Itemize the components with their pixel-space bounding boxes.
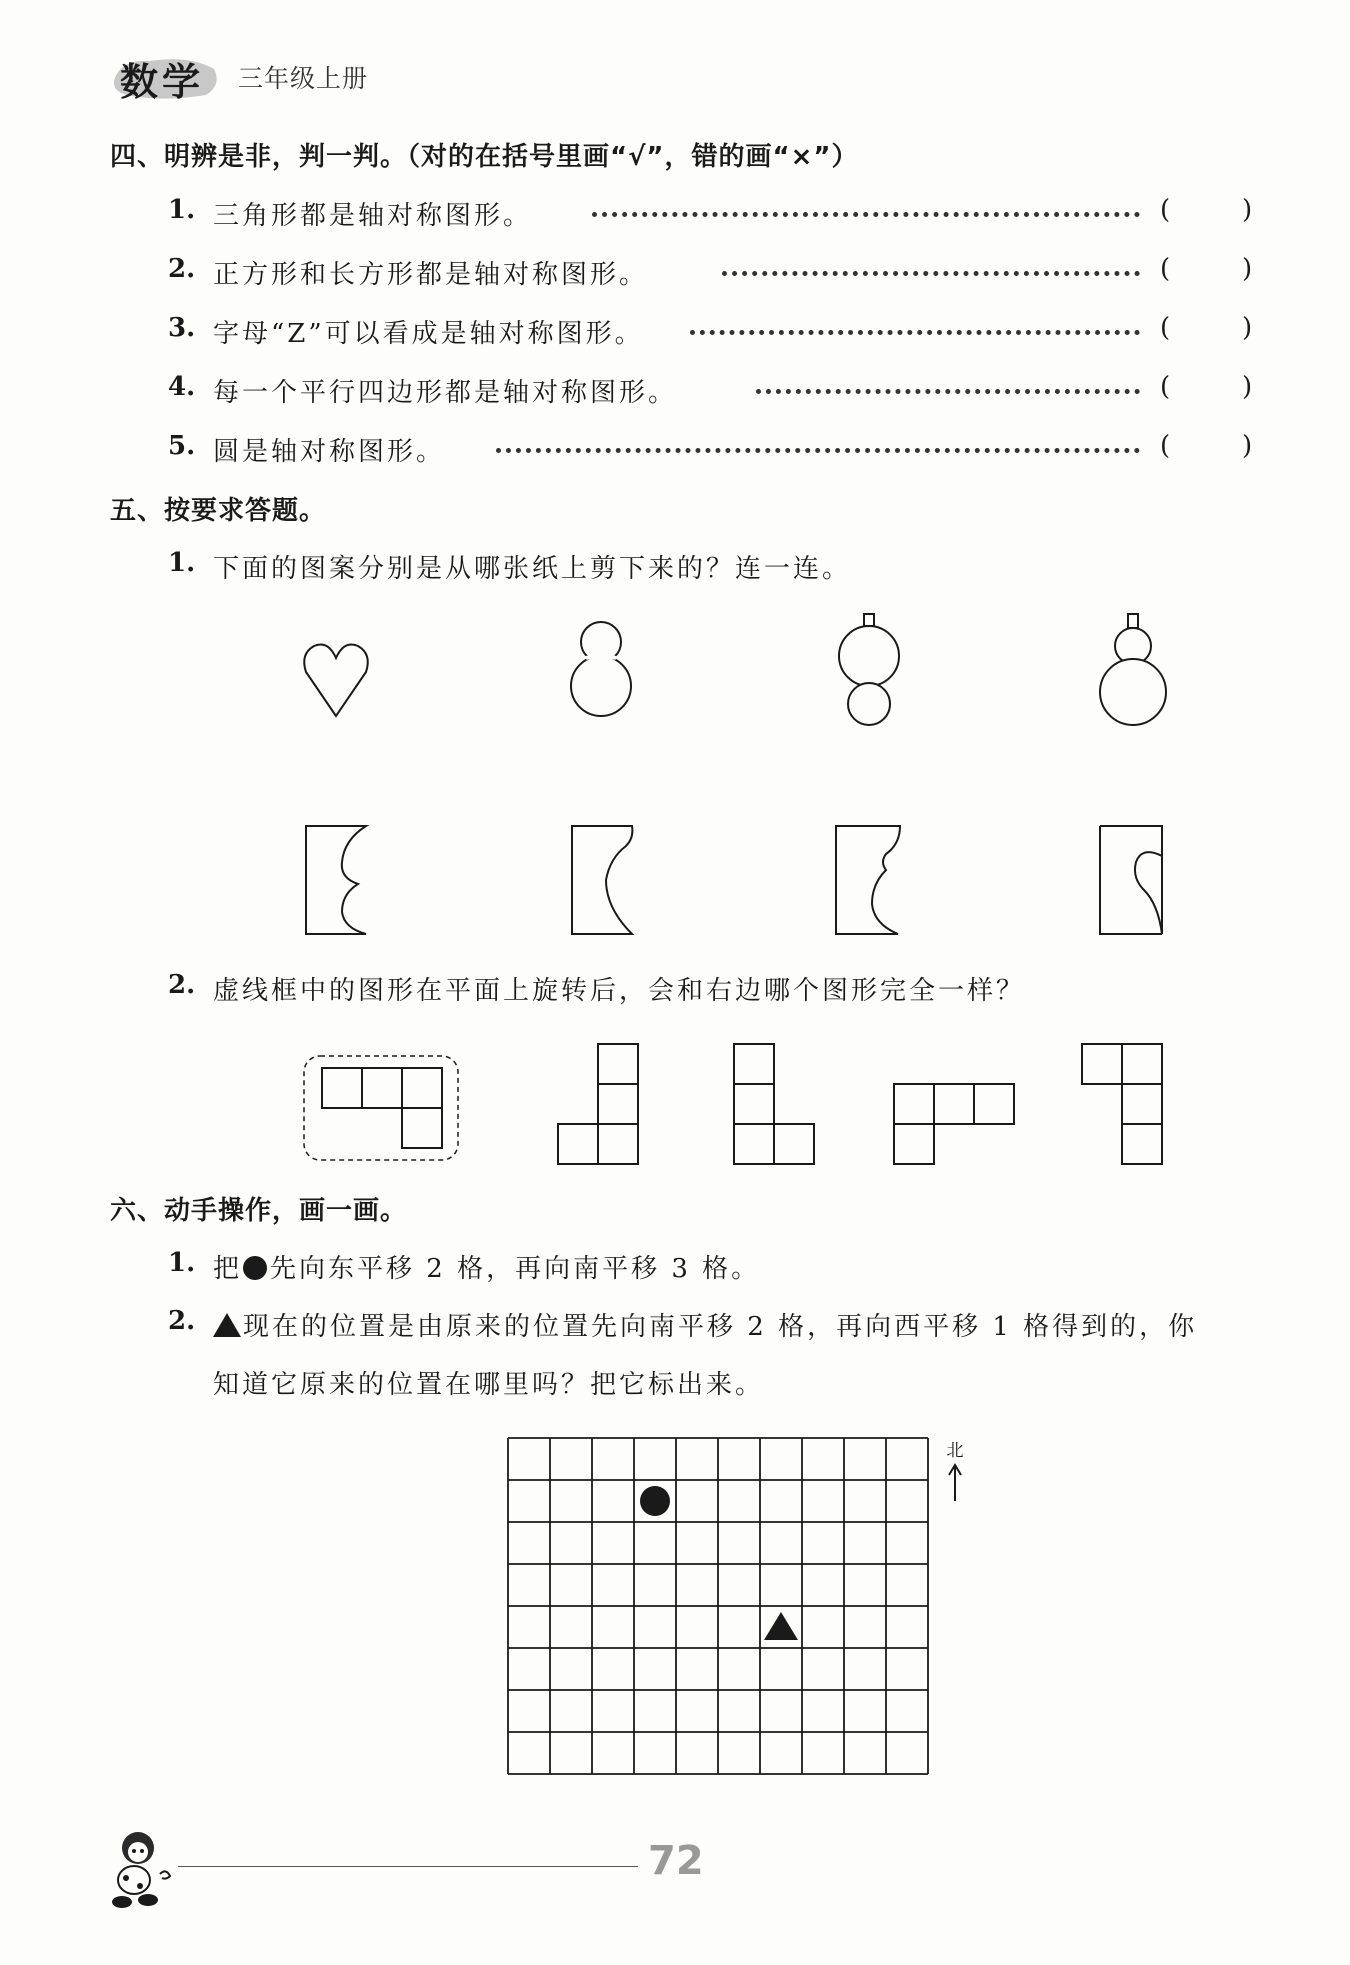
judge-item-number: 1.	[168, 195, 196, 225]
answer-paren-open[interactable]: (	[1160, 313, 1171, 343]
answer-paren-close: )	[1242, 313, 1253, 343]
answer-paren-open[interactable]: (	[1160, 431, 1171, 461]
s6-q2-line2: 知道它原来的位置在哪里吗？把它标出来。	[213, 1370, 765, 1400]
s5-q2-text: 虚线框中的图形在平面上旋转后，会和右边哪个图形完全一样？	[213, 976, 1026, 1006]
rotation-source-dashed-box	[302, 1054, 460, 1162]
judge-item-number: 4.	[168, 372, 196, 402]
header-grade: 三年级上册	[238, 64, 369, 93]
cutout-gourd-stem-large-top[interactable]	[834, 612, 904, 727]
answer-paren-close: )	[1242, 372, 1253, 402]
answer-paren-open[interactable]: (	[1160, 195, 1171, 225]
rotation-option-4[interactable]	[1080, 1042, 1164, 1166]
judge-item-text: 正方形和长方形都是轴对称图形。	[213, 260, 649, 290]
answer-paren-close: )	[1242, 195, 1253, 225]
s5-q1-number: 1.	[168, 548, 196, 578]
section5-title: 五、按要求答题。	[110, 496, 327, 526]
s6-q1-pre: 把	[213, 1254, 243, 1284]
answer-paren-close: )	[1242, 254, 1253, 284]
footer-rule	[178, 1866, 638, 1867]
north-label: 北	[946, 1441, 964, 1461]
s6-q1-post: 先向东平移 2 格，再向南平移 3 格。	[270, 1254, 761, 1284]
triangle-icon	[213, 1313, 241, 1337]
s6-q2-number: 2.	[168, 1306, 196, 1336]
grid-circle-marker	[640, 1486, 670, 1516]
cutout-heart[interactable]	[300, 640, 372, 720]
north-indicator	[943, 1436, 967, 1506]
cutout-gourd-plain[interactable]	[566, 618, 636, 718]
s6-q2-line1	[213, 1306, 1197, 1343]
s6-q1-number: 1.	[168, 1248, 196, 1278]
rotation-option-2[interactable]	[732, 1042, 816, 1166]
folded-paper-4[interactable]	[1098, 824, 1168, 936]
mascot-icon	[104, 1826, 176, 1910]
header-subject: 数学	[120, 60, 205, 104]
page-number: 72	[648, 1838, 704, 1884]
header	[110, 45, 410, 105]
judge-item-text: 三角形都是轴对称图形。	[213, 201, 533, 231]
section4-title: 四、明辨是非，判一判。（对的在括号里画“√”，错的画“×”）	[110, 142, 859, 172]
cutout-gourd-stem-large-bottom[interactable]	[1096, 612, 1170, 727]
leader-dots	[722, 271, 1140, 276]
answer-paren-open[interactable]: (	[1160, 254, 1171, 284]
judge-item-number: 3.	[168, 313, 196, 343]
leader-dots	[756, 389, 1140, 394]
s5-q2-number: 2.	[168, 970, 196, 1000]
rotation-option-1[interactable]	[556, 1042, 640, 1166]
leader-dots	[690, 330, 1140, 335]
judge-item-text: 圆是轴对称图形。	[213, 437, 446, 467]
answer-paren-close: )	[1242, 431, 1253, 461]
judge-item-number: 2.	[168, 254, 196, 284]
folded-paper-2[interactable]	[570, 824, 640, 936]
s6-q1-line	[213, 1248, 760, 1285]
folded-paper-1[interactable]	[304, 824, 374, 936]
north-arrow-icon	[943, 1461, 967, 1503]
leader-dots	[592, 212, 1140, 217]
translation-grid[interactable]	[506, 1436, 932, 1798]
judge-item-text: 每一个平行四边形都是轴对称图形。	[213, 378, 678, 408]
folded-paper-3[interactable]	[834, 824, 904, 936]
grid-triangle-marker	[764, 1612, 798, 1640]
circle-icon	[243, 1256, 267, 1280]
leader-dots	[496, 448, 1140, 453]
s5-q1-text: 下面的图案分别是从哪张纸上剪下来的？连一连。	[213, 554, 852, 584]
judge-item-number: 5.	[168, 431, 196, 461]
section6-title: 六、动手操作，画一画。	[110, 1196, 408, 1226]
answer-paren-open[interactable]: (	[1160, 372, 1171, 402]
rotation-option-3[interactable]	[892, 1082, 1016, 1166]
s6-q2-line1-text: 现在的位置是由原来的位置先向南平移 2 格，再向西平移 1 格得到的，你	[243, 1312, 1198, 1342]
judge-item-text: 字母“Z”可以看成是轴对称图形。	[213, 319, 644, 349]
